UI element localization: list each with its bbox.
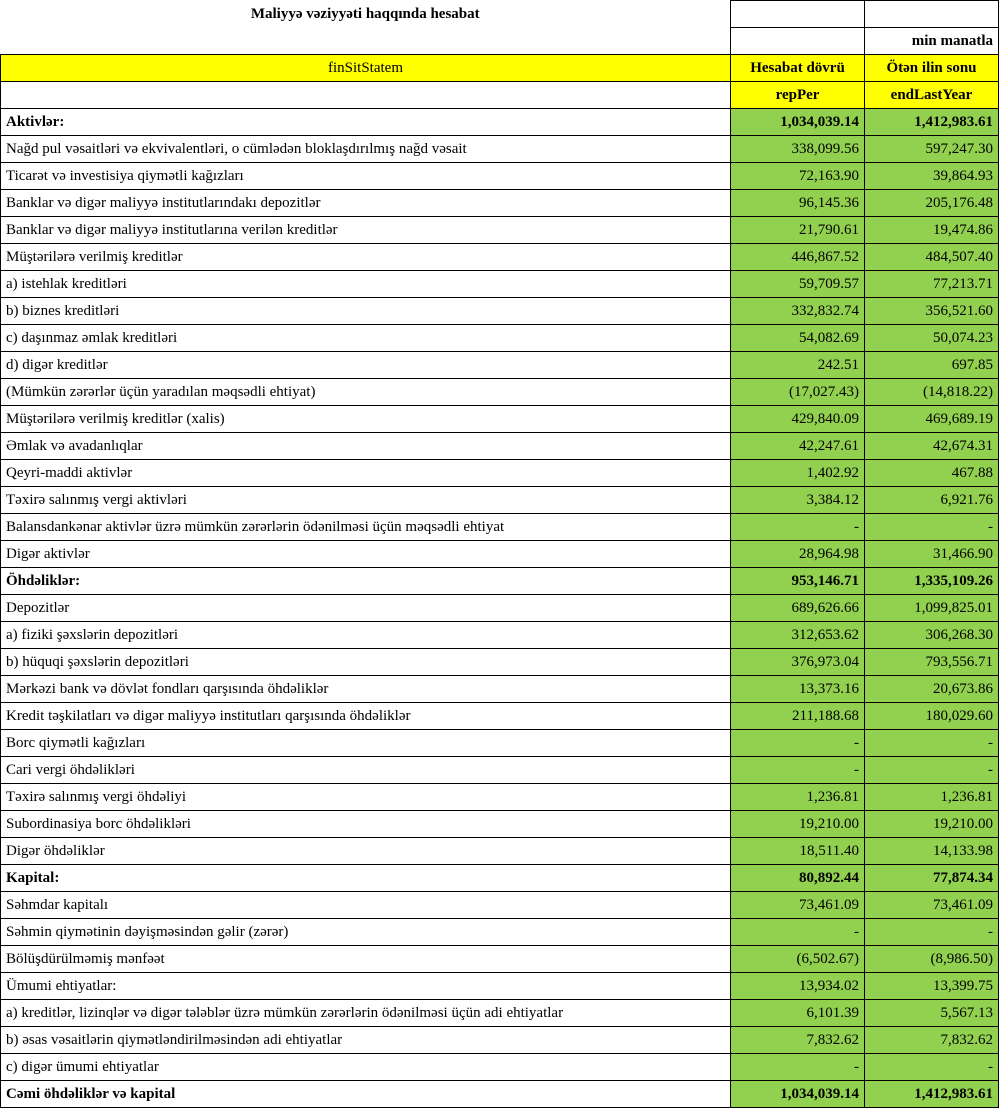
- row-value-end-last-year: 205,176.48: [865, 190, 999, 217]
- row-value-reporting-period: -: [731, 757, 865, 784]
- row-label: Mərkəzi bank və dövlət fondları qarşısında öhdəliklər: [1, 676, 731, 703]
- row-value-reporting-period: -: [731, 514, 865, 541]
- row-value-end-last-year: 42,674.31: [865, 433, 999, 460]
- row-value-reporting-period: 211,188.68: [731, 703, 865, 730]
- row-value-end-last-year: (8,986.50): [865, 946, 999, 973]
- row-label: Müştərilərə verilmiş kreditlər (xalis): [1, 406, 731, 433]
- table-row: [1, 676, 999, 703]
- row-label: a) fiziki şəxslərin depozitləri: [1, 622, 731, 649]
- header-row-titles: [1, 55, 999, 82]
- row-value-reporting-period: -: [731, 919, 865, 946]
- table-row: [1, 136, 999, 163]
- table-row: [1, 973, 999, 1000]
- row-value-reporting-period: 54,082.69: [731, 325, 865, 352]
- row-value-reporting-period: 429,840.09: [731, 406, 865, 433]
- table-row: [1, 379, 999, 406]
- row-value-end-last-year: -: [865, 757, 999, 784]
- row-label: Banklar və digər maliyyə institutlarına verilən kreditlər: [1, 217, 731, 244]
- table-row: [1, 622, 999, 649]
- row-value-end-last-year: 73,461.09: [865, 892, 999, 919]
- table-row: [1, 1027, 999, 1054]
- table-row: [1, 541, 999, 568]
- row-value-end-last-year: 1,335,109.26: [865, 568, 999, 595]
- row-value-end-last-year: 19,210.00: [865, 811, 999, 838]
- row-label: c) daşınmaz əmlak kreditləri: [1, 325, 731, 352]
- row-value-reporting-period: 19,210.00: [731, 811, 865, 838]
- table-body: [1, 1, 999, 1108]
- row-value-end-last-year: -: [865, 1054, 999, 1081]
- row-label: Cari vergi öhdəlikləri: [1, 757, 731, 784]
- row-label: Digər aktivlər: [1, 541, 731, 568]
- row-value-reporting-period: -: [731, 1054, 865, 1081]
- row-label: (Mümkün zərərlər üçün yaradılan məqsədli ehtiyat): [1, 379, 731, 406]
- table-row: [1, 406, 999, 433]
- row-value-reporting-period: (17,027.43): [731, 379, 865, 406]
- row-value-end-last-year: 6,921.76: [865, 487, 999, 514]
- table-row: [1, 919, 999, 946]
- row-label: Banklar və digər maliyyə institutlarındakı depozitlər: [1, 190, 731, 217]
- row-value-end-last-year: 19,474.86: [865, 217, 999, 244]
- table-row: [1, 838, 999, 865]
- row-label: Digər öhdəliklər: [1, 838, 731, 865]
- row-label: Səhmdar kapitalı: [1, 892, 731, 919]
- row-value-reporting-period: 338,099.56: [731, 136, 865, 163]
- row-value-reporting-period: 242.51: [731, 352, 865, 379]
- table-row: [1, 892, 999, 919]
- table-row: [1, 271, 999, 298]
- row-value-end-last-year: 306,268.30: [865, 622, 999, 649]
- row-value-end-last-year: 50,074.23: [865, 325, 999, 352]
- statement-code-label: finSitStatem: [1, 55, 731, 82]
- table-row: [1, 946, 999, 973]
- table-row: [1, 163, 999, 190]
- row-value-end-last-year: 77,874.34: [865, 865, 999, 892]
- row-value-reporting-period: 59,709.57: [731, 271, 865, 298]
- row-value-end-last-year: 484,507.40: [865, 244, 999, 271]
- row-label: Aktivlər:: [1, 109, 731, 136]
- title-row: [1, 1, 999, 28]
- row-label: Səhmin qiymətinin dəyişməsindən gəlir (zərər): [1, 919, 731, 946]
- table-row: [1, 217, 999, 244]
- table-row: [1, 703, 999, 730]
- row-value-end-last-year: 356,521.60: [865, 298, 999, 325]
- row-value-end-last-year: 13,399.75: [865, 973, 999, 1000]
- row-value-reporting-period: 689,626.66: [731, 595, 865, 622]
- row-value-reporting-period: 72,163.90: [731, 163, 865, 190]
- row-value-end-last-year: 31,466.90: [865, 541, 999, 568]
- row-value-end-last-year: 7,832.62: [865, 1027, 999, 1054]
- row-value-end-last-year: 793,556.71: [865, 649, 999, 676]
- row-label: Təxirə salınmış vergi öhdəliyi: [1, 784, 731, 811]
- title-row-blank-last: [865, 1, 999, 28]
- row-label: Depozitlər: [1, 595, 731, 622]
- row-value-end-last-year: 467.88: [865, 460, 999, 487]
- unit-row-blank-rep: [731, 28, 865, 55]
- row-value-end-last-year: 20,673.86: [865, 676, 999, 703]
- unit-label: min manatla: [865, 28, 999, 55]
- row-label: b) əsas vəsaitlərin qiymətləndirilməsindən adi ehtiyatlar: [1, 1027, 731, 1054]
- row-value-reporting-period: 953,146.71: [731, 568, 865, 595]
- table-row: [1, 190, 999, 217]
- row-value-reporting-period: 7,832.62: [731, 1027, 865, 1054]
- row-value-reporting-period: 80,892.44: [731, 865, 865, 892]
- row-value-reporting-period: 96,145.36: [731, 190, 865, 217]
- row-value-end-last-year: -: [865, 514, 999, 541]
- row-label: d) digər kreditlər: [1, 352, 731, 379]
- row-label: Təxirə salınmış vergi aktivləri: [1, 487, 731, 514]
- row-value-reporting-period: 312,653.62: [731, 622, 865, 649]
- row-value-reporting-period: 1,236.81: [731, 784, 865, 811]
- row-value-reporting-period: 376,973.04: [731, 649, 865, 676]
- row-value-reporting-period: 73,461.09: [731, 892, 865, 919]
- header-row-codes: [1, 82, 999, 109]
- row-label: Subordinasiya borc öhdəlikləri: [1, 811, 731, 838]
- unit-row-empty-label: [1, 28, 731, 55]
- row-value-end-last-year: 180,029.60: [865, 703, 999, 730]
- row-value-reporting-period: -: [731, 730, 865, 757]
- header-codes-empty: [1, 82, 731, 109]
- table-row: [1, 298, 999, 325]
- row-label: Müştərilərə verilmiş kreditlər: [1, 244, 731, 271]
- table-row: [1, 460, 999, 487]
- row-label: Əmlak və avadanlıqlar: [1, 433, 731, 460]
- table-row: [1, 811, 999, 838]
- row-value-reporting-period: 18,511.40: [731, 838, 865, 865]
- row-value-reporting-period: 6,101.39: [731, 1000, 865, 1027]
- table-row: [1, 325, 999, 352]
- row-label: Qeyri-maddi aktivlər: [1, 460, 731, 487]
- table-row: [1, 1000, 999, 1027]
- row-label: Cəmi öhdəliklər və kapital: [1, 1081, 731, 1108]
- row-value-reporting-period: 1,402.92: [731, 460, 865, 487]
- row-label: b) biznes kreditləri: [1, 298, 731, 325]
- row-value-end-last-year: -: [865, 730, 999, 757]
- row-value-reporting-period: (6,502.67): [731, 946, 865, 973]
- row-label: b) hüquqi şəxslərin depozitləri: [1, 649, 731, 676]
- table-row: [1, 352, 999, 379]
- row-value-end-last-year: 469,689.19: [865, 406, 999, 433]
- table-row: [1, 433, 999, 460]
- table-row: [1, 730, 999, 757]
- table-row: [1, 568, 999, 595]
- row-label: a) kreditlər, lizinqlər və digər tələblər üzrə mümkün zərərlərin ödənilməsi üçün adi ehtiyatlar: [1, 1000, 731, 1027]
- table-row: [1, 487, 999, 514]
- table-row: [1, 244, 999, 271]
- table-row: [1, 865, 999, 892]
- row-value-end-last-year: 77,213.71: [865, 271, 999, 298]
- row-value-end-last-year: 597,247.30: [865, 136, 999, 163]
- row-value-reporting-period: 446,867.52: [731, 244, 865, 271]
- row-label: Ticarət və investisiya qiymətli kağızları: [1, 163, 731, 190]
- column-code-endlastyear: endLastYear: [865, 82, 999, 109]
- row-label: Öhdəliklər:: [1, 568, 731, 595]
- column-code-repper: repPer: [731, 82, 865, 109]
- table-row: [1, 757, 999, 784]
- row-label: Ümumi ehtiyatlar:: [1, 973, 731, 1000]
- row-value-end-last-year: 1,236.81: [865, 784, 999, 811]
- page-title: Maliyyə vəziyyəti haqqında hesabat: [1, 1, 731, 28]
- row-value-end-last-year: 14,133.98: [865, 838, 999, 865]
- table-row: [1, 1081, 999, 1108]
- row-value-reporting-period: 28,964.98: [731, 541, 865, 568]
- table-row: [1, 595, 999, 622]
- row-value-reporting-period: 21,790.61: [731, 217, 865, 244]
- row-label: Nağd pul vəsaitləri və ekvivalentləri, o cümlədən bloklaşdırılmış nağd vəsait: [1, 136, 731, 163]
- row-value-end-last-year: 5,567.13: [865, 1000, 999, 1027]
- row-label: c) digər ümumi ehtiyatlar: [1, 1054, 731, 1081]
- row-value-reporting-period: 13,934.02: [731, 973, 865, 1000]
- row-label: Bölüşdürülməmiş mənfəət: [1, 946, 731, 973]
- column-header-reporting-period: Hesabat dövrü: [731, 55, 865, 82]
- table-row: [1, 514, 999, 541]
- row-value-end-last-year: 39,864.93: [865, 163, 999, 190]
- row-label: Kapital:: [1, 865, 731, 892]
- unit-row: [1, 28, 999, 55]
- row-label: Borc qiymətli kağızları: [1, 730, 731, 757]
- table-row: [1, 649, 999, 676]
- row-value-end-last-year: 1,412,983.61: [865, 109, 999, 136]
- row-value-reporting-period: 332,832.74: [731, 298, 865, 325]
- table-row: [1, 784, 999, 811]
- row-value-end-last-year: 1,412,983.61: [865, 1081, 999, 1108]
- row-value-end-last-year: -: [865, 919, 999, 946]
- row-value-reporting-period: 1,034,039.14: [731, 109, 865, 136]
- row-value-end-last-year: 1,099,825.01: [865, 595, 999, 622]
- row-label: Balansdankənar aktivlər üzrə mümkün zərərlərin ödənilməsi üçün məqsədli ehtiyat: [1, 514, 731, 541]
- row-label: Kredit təşkilatları və digər maliyyə institutları qarşısında öhdəliklər: [1, 703, 731, 730]
- table-row: [1, 109, 999, 136]
- row-value-reporting-period: 1,034,039.14: [731, 1081, 865, 1108]
- row-value-reporting-period: 42,247.61: [731, 433, 865, 460]
- title-row-blank-rep: [731, 1, 865, 28]
- row-label: a) istehlak kreditləri: [1, 271, 731, 298]
- row-value-reporting-period: 13,373.16: [731, 676, 865, 703]
- row-value-end-last-year: 697.85: [865, 352, 999, 379]
- row-value-reporting-period: 3,384.12: [731, 487, 865, 514]
- column-header-end-last-year: Ötən ilin sonu: [865, 55, 999, 82]
- row-value-end-last-year: (14,818.22): [865, 379, 999, 406]
